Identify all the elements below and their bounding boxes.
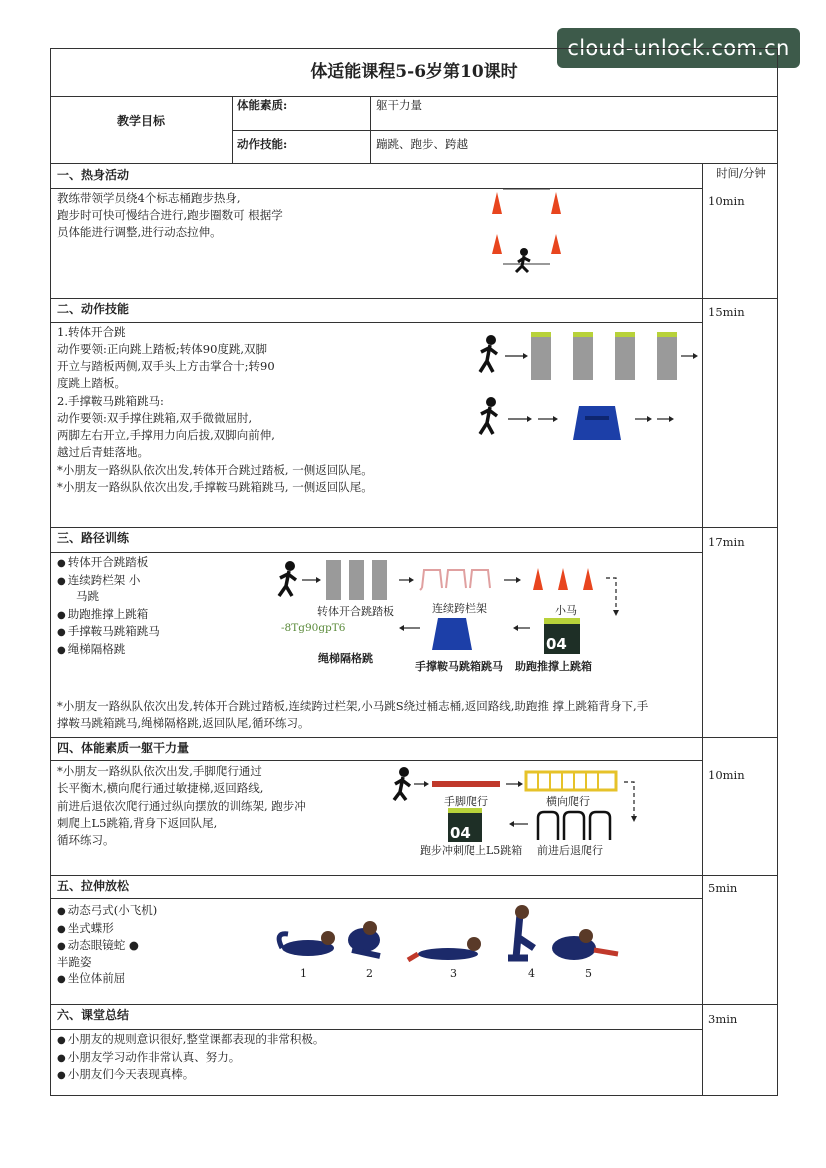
pose-number: 3 (450, 967, 457, 980)
row-divider (50, 760, 702, 761)
stretch-bullet: ● 坐位体前屈 (57, 970, 125, 988)
row-divider (50, 527, 778, 528)
path-time: 17min (708, 535, 745, 549)
stretch-bullet: ● 动态眼镜蛇 ● (57, 937, 139, 955)
box-number: 04 (450, 824, 471, 842)
caption-side-crawl: 横向爬行 (546, 795, 590, 808)
caption-box-push: 助跑推撑上跳箱 (515, 660, 592, 673)
caption-id: -8Tg90gpT6 (281, 622, 346, 634)
row-divider (50, 322, 702, 323)
warmup-heading: 一、热身活动 (57, 168, 130, 182)
stretch-heading: 五、拉伸放松 (57, 879, 130, 893)
core-line: *小朋友一路纵队依次出发,手脚爬行通过 (57, 764, 262, 778)
path-heading: 三、路径训练 (57, 531, 130, 545)
time-col-divider (702, 163, 703, 1096)
path-bullet: ● 连续跨栏架 小 (57, 572, 140, 590)
path-bullet: ● 绳梯隔格跳 (57, 641, 125, 659)
path-bullet-cont: 马跳 (76, 589, 99, 603)
core-line: 前进后退依次爬行通过纵向摆放的训练架, 跑步冲 (57, 799, 306, 813)
row-divider (50, 188, 702, 189)
path-bullet: ● 手撑鞍马跳箱跳马 (57, 623, 160, 641)
col-divider (370, 96, 371, 163)
pose-number: 5 (585, 967, 592, 980)
warmup-line: 跑步时可快可慢结合进行,跑步圈数可 根据学 (57, 208, 283, 222)
skills-line: 2.手撑鞍马跳箱跳马: (57, 394, 164, 408)
caption-ladder: 绳梯隔格跳 (318, 652, 373, 665)
caption-forward-back: 前进后退爬行 (537, 844, 603, 857)
core-line: 刺爬上L5跳箱,背身下返回队尾, (57, 816, 218, 830)
row-divider (50, 1029, 702, 1030)
stretch-bullet: ● 坐式蝶形 (57, 920, 114, 938)
page-title: 体适能课程5-6岁第10课时 (310, 62, 518, 82)
core-line: 长平衡木,横向爬行通过敏捷梯,返回路线, (57, 781, 264, 795)
row-divider (50, 875, 778, 876)
path-note: 撑鞍马跳箱跳马,绳梯隔格跳,返回队尾,循环练习。 (57, 716, 310, 730)
caption-jump-board: 转体开合跳踏板 (317, 605, 394, 618)
pose-number: 2 (366, 967, 373, 980)
summary-bullet: ● 小朋友的规则意识很好,整堂课都表现的非常积极。 (57, 1031, 324, 1049)
skills-line: 两脚左右开立,手撑用力向后拔,双脚向前伸, (57, 428, 275, 442)
summary-time: 3min (708, 1012, 738, 1026)
row-divider (50, 737, 778, 738)
skill-label: 动作技能: (237, 137, 288, 151)
skills-time: 15min (708, 305, 745, 319)
watermark-badge: cloud-unlock.com.cn (557, 28, 800, 68)
stretch-bullet: ● 动态弓式(小飞机) (57, 902, 157, 920)
fitness-label: 体能素质: (237, 98, 288, 112)
skills-note: *小朋友一路纵队依次出发,转体开合跳过踏板, 一侧返回队尾。 (57, 463, 373, 477)
warmup-line: 教练带领学员绕4个标志桶跑步热身, (57, 191, 241, 205)
core-heading: 四、体能素质一躯干力量 (57, 741, 190, 755)
caption-hurdles: 连续跨栏架 (432, 602, 487, 615)
box-number: 04 (546, 635, 567, 653)
summary-bullet: ● 小朋友学习动作非常认真、努力。 (57, 1049, 240, 1067)
core-line: 循环练习。 (57, 833, 115, 847)
row-divider (232, 130, 778, 131)
path-bullet: ● 助跑推撑上跳箱 (57, 606, 148, 624)
stretch-time: 5min (708, 881, 738, 895)
skills-line: 度跳上踏板。 (57, 376, 126, 390)
stretch-poses-illustration (268, 906, 628, 974)
time-header: 时间/分钟 (716, 166, 766, 180)
path-note: *小朋友一路纵队依次出发,转体开合跳过踏板,连续跨过栏架,小马跳S绕过桶志桶,返回路线,助跑推 撑上跳箱背身下,手 (57, 699, 649, 713)
skills-note: *小朋友一路纵队依次出发,手撑鞍马跳箱跳马, 一侧返回队尾。 (57, 480, 373, 494)
jump-board-illustration (475, 328, 705, 448)
row-divider (50, 898, 702, 899)
fitness-value: 躯干力量 (376, 98, 422, 112)
path-bullet: ● 转体开合跳踏板 (57, 554, 148, 572)
crawl-illustration (392, 764, 652, 854)
col-divider (232, 96, 233, 163)
row-divider (50, 298, 778, 299)
summary-heading: 六、课堂总结 (57, 1008, 130, 1022)
caption-crawl: 手脚爬行 (444, 795, 488, 808)
skills-line: 1.转体开合跳 (57, 325, 126, 339)
objectives-label: 教学目标 (116, 114, 165, 128)
caption-vault: 手撑鞍马跳箱跳马 (415, 660, 503, 673)
skills-line: 动作要领:正向跳上踏板;转体90度跳,双脚 (57, 342, 268, 356)
stretch-bullet-cont: 半跪姿 (57, 955, 92, 969)
row-divider (50, 1004, 778, 1005)
core-time: 10min (708, 768, 745, 782)
caption-pony: 小马 (555, 604, 577, 617)
caption-sprint-box: 跑步冲刺爬上L5跳箱 (420, 844, 523, 857)
skill-value: 蹦跳、跑步、跨越 (376, 137, 468, 151)
pose-number: 1 (300, 967, 307, 980)
row-divider (50, 552, 702, 553)
skills-line: 动作要领:双手撑住跳箱,双手微微屈肘, (57, 411, 253, 425)
cone-circle-illustration (478, 186, 578, 276)
skills-heading: 二、动作技能 (57, 302, 130, 316)
warmup-time: 10min (708, 194, 745, 208)
summary-bullet: ● 小朋友们今天表现真棒。 (57, 1066, 194, 1084)
skills-line: 越过后青蛙落地。 (57, 445, 149, 459)
pose-number: 4 (528, 967, 535, 980)
warmup-line: 员体能进行调整,进行动态拉伸。 (57, 225, 222, 239)
row-divider (50, 163, 778, 164)
skills-line: 开立与踏板两侧,双手头上方击掌合十;转90 (57, 359, 275, 373)
